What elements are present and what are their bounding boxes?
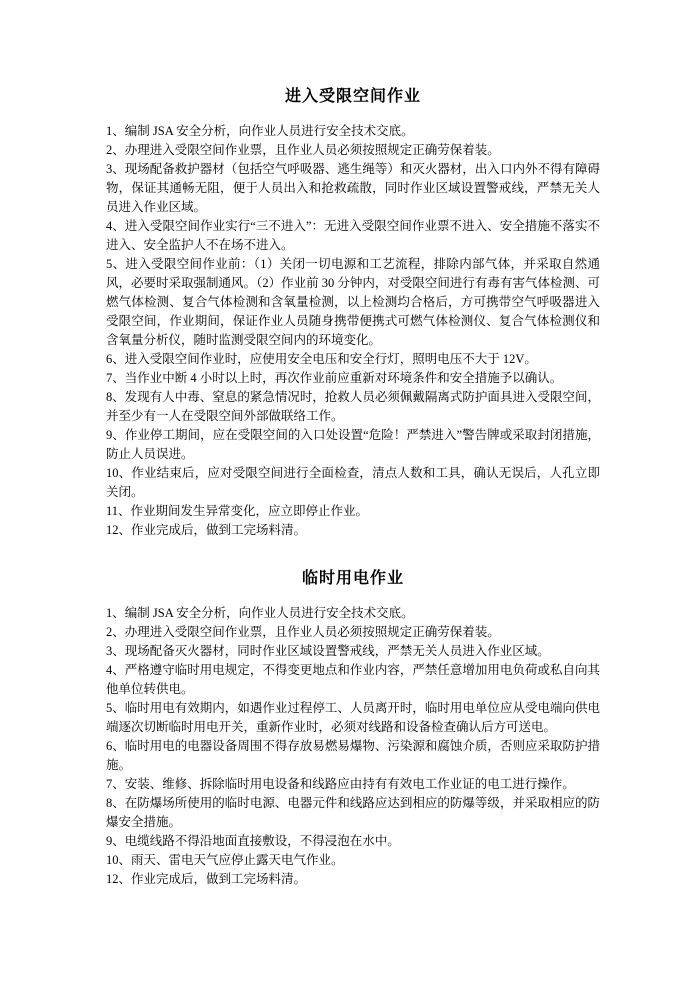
section-title: 进入受限空间作业 xyxy=(284,88,421,105)
list-item: 9、作业停工期间，应在受限空间的入口处设置“危险！严禁进入”警告牌或采取封闭措施，防止人员误进。 xyxy=(106,428,600,461)
list-item: 2、办理进入受限空间作业票，且作业人员必须按照规定正确劳保着装。 xyxy=(106,143,500,157)
list-item: 6、临时用电的电器设备周围不得存放易燃易爆物、污染源和腐蚀介质，否则应采取防护措施。 xyxy=(106,739,600,772)
list-item: 3、现场配备救护器材（包括空气呼吸器、逃生绳等）和灭火器材，出入口内外不得有障碍物，保证其通畅无阻，便于人员出入和抢救疏散，同时作业区域设置警戒线，严禁无关人员进入作业区域。 xyxy=(106,162,600,214)
list-item: 7、安装、维修、拆除临时用电设备和线路应由持有有效电工作业证的电工进行操作。 xyxy=(106,777,575,791)
list-item: 6、进入受限空间作业时，应使用安全电压和安全行灯，照明电压不大于 12V。 xyxy=(106,352,537,366)
list-item: 1、编制 JSA 安全分析，向作业人员进行安全技术交底。 xyxy=(106,606,414,620)
list-item: 12、作业完成后，做到工完场料清。 xyxy=(106,872,307,886)
list-item: 8、发现有人中毒、窒息的紧急情况时，抢救人员必须佩戴隔离式防护面具进入受限空间，并至少有一人在受限空间外部做联络工作。 xyxy=(106,390,600,423)
list-item: 5、临时用电有效期内，如遇作业过程停工、人员离开时，临时用电单位应从受电端向供电端逐次切断临时用电开关，重新作业时，必须对线路和设备检查确认后方可送电。 xyxy=(106,701,600,734)
list-item: 12、作业完成后，做到工完场料清。 xyxy=(106,523,307,537)
list-item: 7、当作业中断 4 小时以上时，再次作业前应重新对环境条件和安全措施予以确认。 xyxy=(106,371,563,385)
list-item: 1、编制 JSA 安全分析，向作业人员进行安全技术交底。 xyxy=(106,124,414,138)
list-item: 11、作业期间发生异常变化，应立即停止作业。 xyxy=(106,504,369,518)
section-temporary-electrical-work xyxy=(106,568,600,889)
list-item: 3、现场配备灭火器材，同时作业区域设置警戒线，严禁无关人员进入作业区域。 xyxy=(106,644,550,658)
section-confined-space-entry xyxy=(106,86,600,540)
list-item: 4、严格遵守临时用电规定，不得变更地点和作业内容，严禁任意增加用电负荷或私自向其他单位转供电。 xyxy=(106,663,600,696)
list-item: 9、电缆线路不得沿地面直接敷设，不得浸泡在水中。 xyxy=(106,834,400,848)
list-item: 4、进入受限空间作业实行“三不进入”：无进入受限空间作业票不进入、安全措施不落实不进入、安全监护人不在场不进入。 xyxy=(106,219,600,252)
section-title: 临时用电作业 xyxy=(301,570,404,587)
list-item: 8、在防爆场所使用的临时电源、电器元件和线路应达到相应的防爆等级，并采取相应的防爆安全措施。 xyxy=(106,796,600,829)
list-item: 5、进入受限空间作业前：（1）关闭一切电源和工艺流程，排除内部气体，并采取自然通风，必要时采取强制通风。（2）作业前 30 分钟内，对受限空间进行有毒有害气体检测、可燃气体检测、复合气体检测和含氧量检测，以上检测均合格后，方可携带空气呼吸器进入受限空间，作业期间，保证作业人员随身携带便携式可燃气体检测仪、复合气体检测仪和含氧量分析仪，随时监测受限空间内的环境变化。 xyxy=(106,257,600,347)
list-item: 10、作业结束后，应对受限空间进行全面检查，清点人数和工具，确认无误后，人孔立即关闭。 xyxy=(106,466,600,499)
list-item: 2、办理进入受限空间作业票，且作业人员必须按照规定正确劳保着装。 xyxy=(106,625,500,639)
list-item: 10、雨天、雷电天气应停止露天电气作业。 xyxy=(106,853,344,867)
